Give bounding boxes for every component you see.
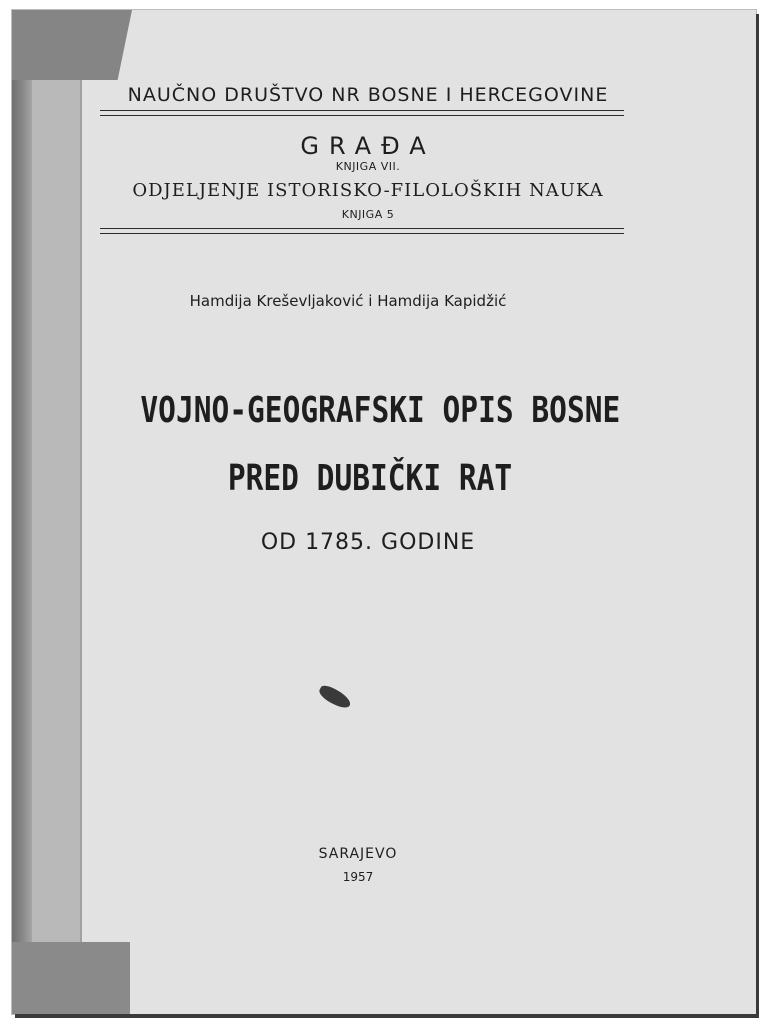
society-name: NAUČNO DRUŠTVO NR BOSNE I HERCEGOVINE bbox=[127, 84, 609, 106]
spine-band bbox=[32, 70, 80, 950]
book-title-line-1: VOJNO-GEOGRAFSKI OPIS BOSNE bbox=[140, 390, 621, 431]
department-name: ODJELJENJE ISTORISKO-FILOLOŠKIH NAUKA bbox=[132, 180, 604, 201]
spine-edge bbox=[80, 70, 82, 950]
department-volume: KNJIGA 5 bbox=[341, 208, 395, 221]
spine-cap-bottom bbox=[12, 942, 130, 1014]
spine-shadow bbox=[12, 10, 32, 1014]
bottom-double-rule bbox=[100, 228, 624, 234]
book-title-line-2: PRED DUBIČKI RAT bbox=[227, 458, 513, 499]
publication-place: SARAJEVO bbox=[318, 846, 398, 862]
series-volume: KNJIGA VII. bbox=[335, 160, 401, 173]
authors: Hamdija Kreševljaković i Hamdija Kapidžić bbox=[189, 292, 507, 310]
book-subtitle: OD 1785. GODINE bbox=[260, 530, 476, 555]
publication-year: 1957 bbox=[342, 870, 374, 884]
top-double-rule bbox=[100, 110, 624, 116]
spine-cap-top bbox=[12, 10, 132, 80]
series-title: GRAĐA bbox=[300, 132, 436, 160]
